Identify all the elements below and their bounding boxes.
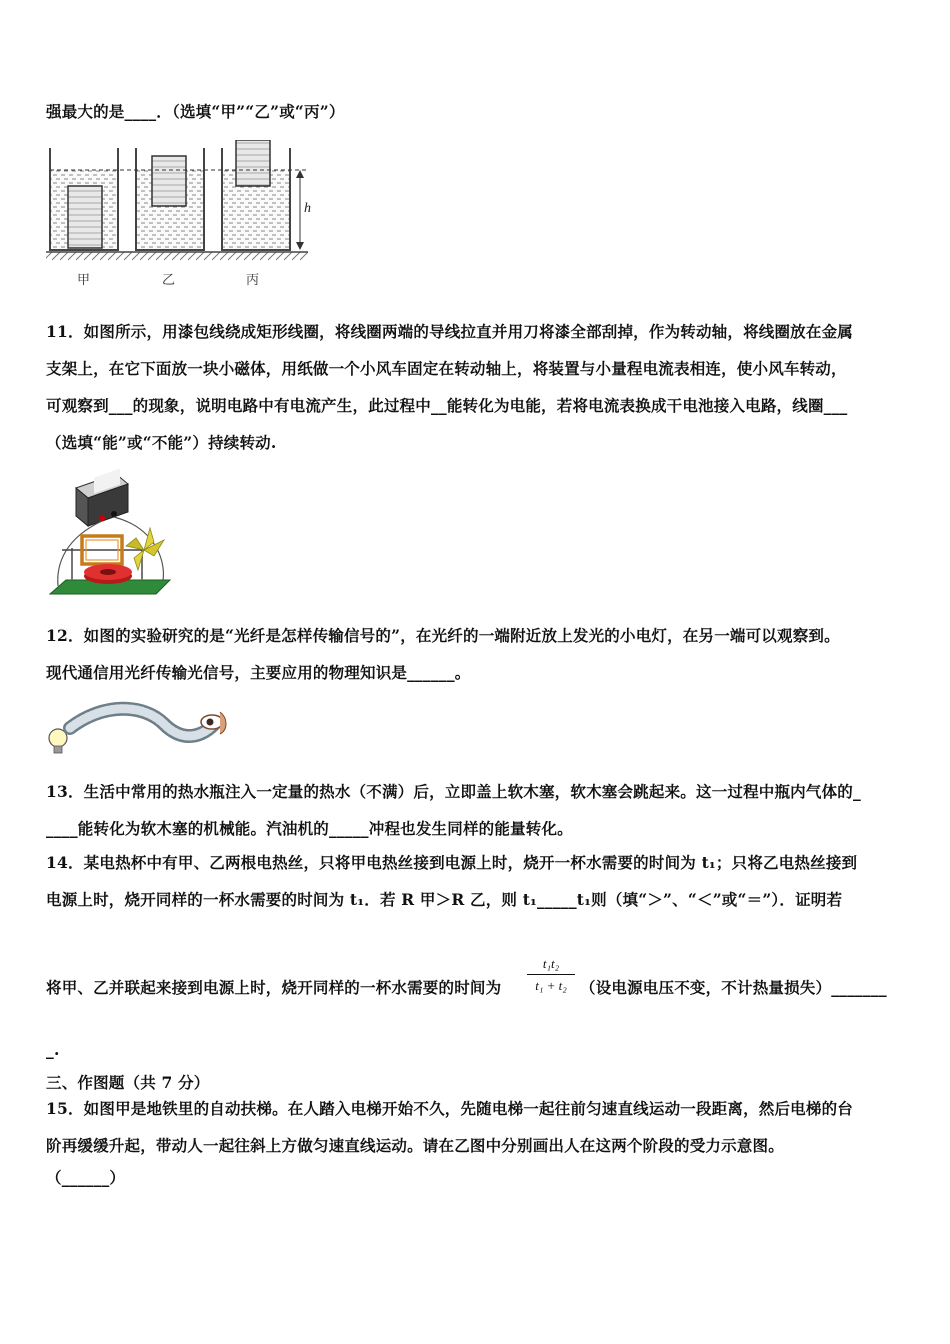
- q13-line-2: ____能转化为软木塞的机械能。汽油机的_____冲程也发生同样的能量转化。: [46, 819, 573, 838]
- q11-line-3: 可观察到___的现象，说明电路中有电流产生，此过程中__能转化为电能，若将电流表换成干电池接入电路，线圈___: [46, 396, 848, 415]
- beaker-jia: [50, 148, 118, 250]
- coil-generator-figure: [46, 468, 176, 604]
- label-yi: 乙: [162, 273, 176, 288]
- q15-answer-blank[interactable]: （______）: [46, 1168, 126, 1187]
- height-arrow: [296, 170, 311, 250]
- label-jia: 甲: [77, 273, 91, 288]
- fraction-numerator: t₁t₂: [542, 956, 560, 971]
- q15-line-1: 15．如图甲是地铁里的自动扶梯。在人踏入电梯开始不久，先随电梯一起往前匀速直线运动一段距离，然后电梯的台: [46, 1099, 853, 1118]
- q14-line-3-before: 将甲、乙并联起来接到电源上时，烧开同样的一杯水需要的时间为: [46, 978, 502, 997]
- fraction-bar: [527, 974, 575, 975]
- time-fraction: [527, 955, 575, 995]
- q14-line-2: 电源上时，烧开同样的一杯水需要的时间为 t₁．若 R 甲＞R 乙，则 t₁_____t₁则（填“＞”、“＜”或“＝”）．证明若: [46, 890, 843, 909]
- ground-hatch: [46, 252, 308, 260]
- label-bing: 丙: [246, 273, 260, 288]
- optical-fiber-figure: [44, 700, 228, 758]
- q14-line-1: 14．某电热杯中有甲、乙两根电热丝，只将甲电热丝接到电源上时，烧开一杯水需要的时间为 t₁；只将乙电热丝接到: [46, 853, 858, 872]
- pinwheel-icon: [126, 528, 164, 570]
- ammeter-icon: [76, 469, 128, 526]
- q14-tail: _.: [46, 1040, 60, 1059]
- section-3-title: 三、作图题（共 7 分）: [46, 1073, 210, 1092]
- light-bulb-icon: [49, 729, 67, 753]
- q10-tail-text: 强最大的是____．（选填“甲”“乙”或“丙”）: [46, 102, 345, 121]
- beakers-figure: [44, 140, 316, 290]
- q11-line-2: 支架上，在它下面放一块小磁体，用纸做一个小风车固定在转动轴上，将装置与小量程电流表相连，使小风车转动，: [46, 359, 847, 378]
- h-label: h: [304, 201, 311, 216]
- q11-line-4: （选填“能”或“不能”）持续转动.: [46, 433, 277, 452]
- q12-line-2: 现代通信用光纤传输光信号，主要应用的物理知识是______。: [46, 663, 471, 682]
- q11-line-1: 11．如图所示，用漆包线绕成矩形线圈，将线圈两端的导线拉直并用刀将漆全部刮掉，作为转动轴，将线圈放在金属: [46, 322, 853, 341]
- q15-line-2: 阶再缓缓升起，带动人一起往斜上方做匀速直线运动。请在乙图中分别画出人在这两个阶段的受力示意图。: [46, 1136, 784, 1155]
- beaker-yi: [136, 148, 204, 250]
- q13-line-1: 13．生活中常用的热水瓶注入一定量的热水（不满）后，立即盖上软木塞，软木塞会跳起来。这一过程中瓶内气体的_: [46, 782, 861, 801]
- fraction-denominator: t₁ + t₂: [535, 978, 567, 993]
- beaker-bing: [222, 140, 290, 250]
- q12-line-1: 12．如图的实验研究的是“光纤是怎样传输信号的”，在光纤的一端附近放上发光的小电灯，在另一端可以观察到。: [46, 626, 840, 645]
- q14-line-3-after: （设电源电压不变，不计热量损失）_______: [580, 978, 887, 997]
